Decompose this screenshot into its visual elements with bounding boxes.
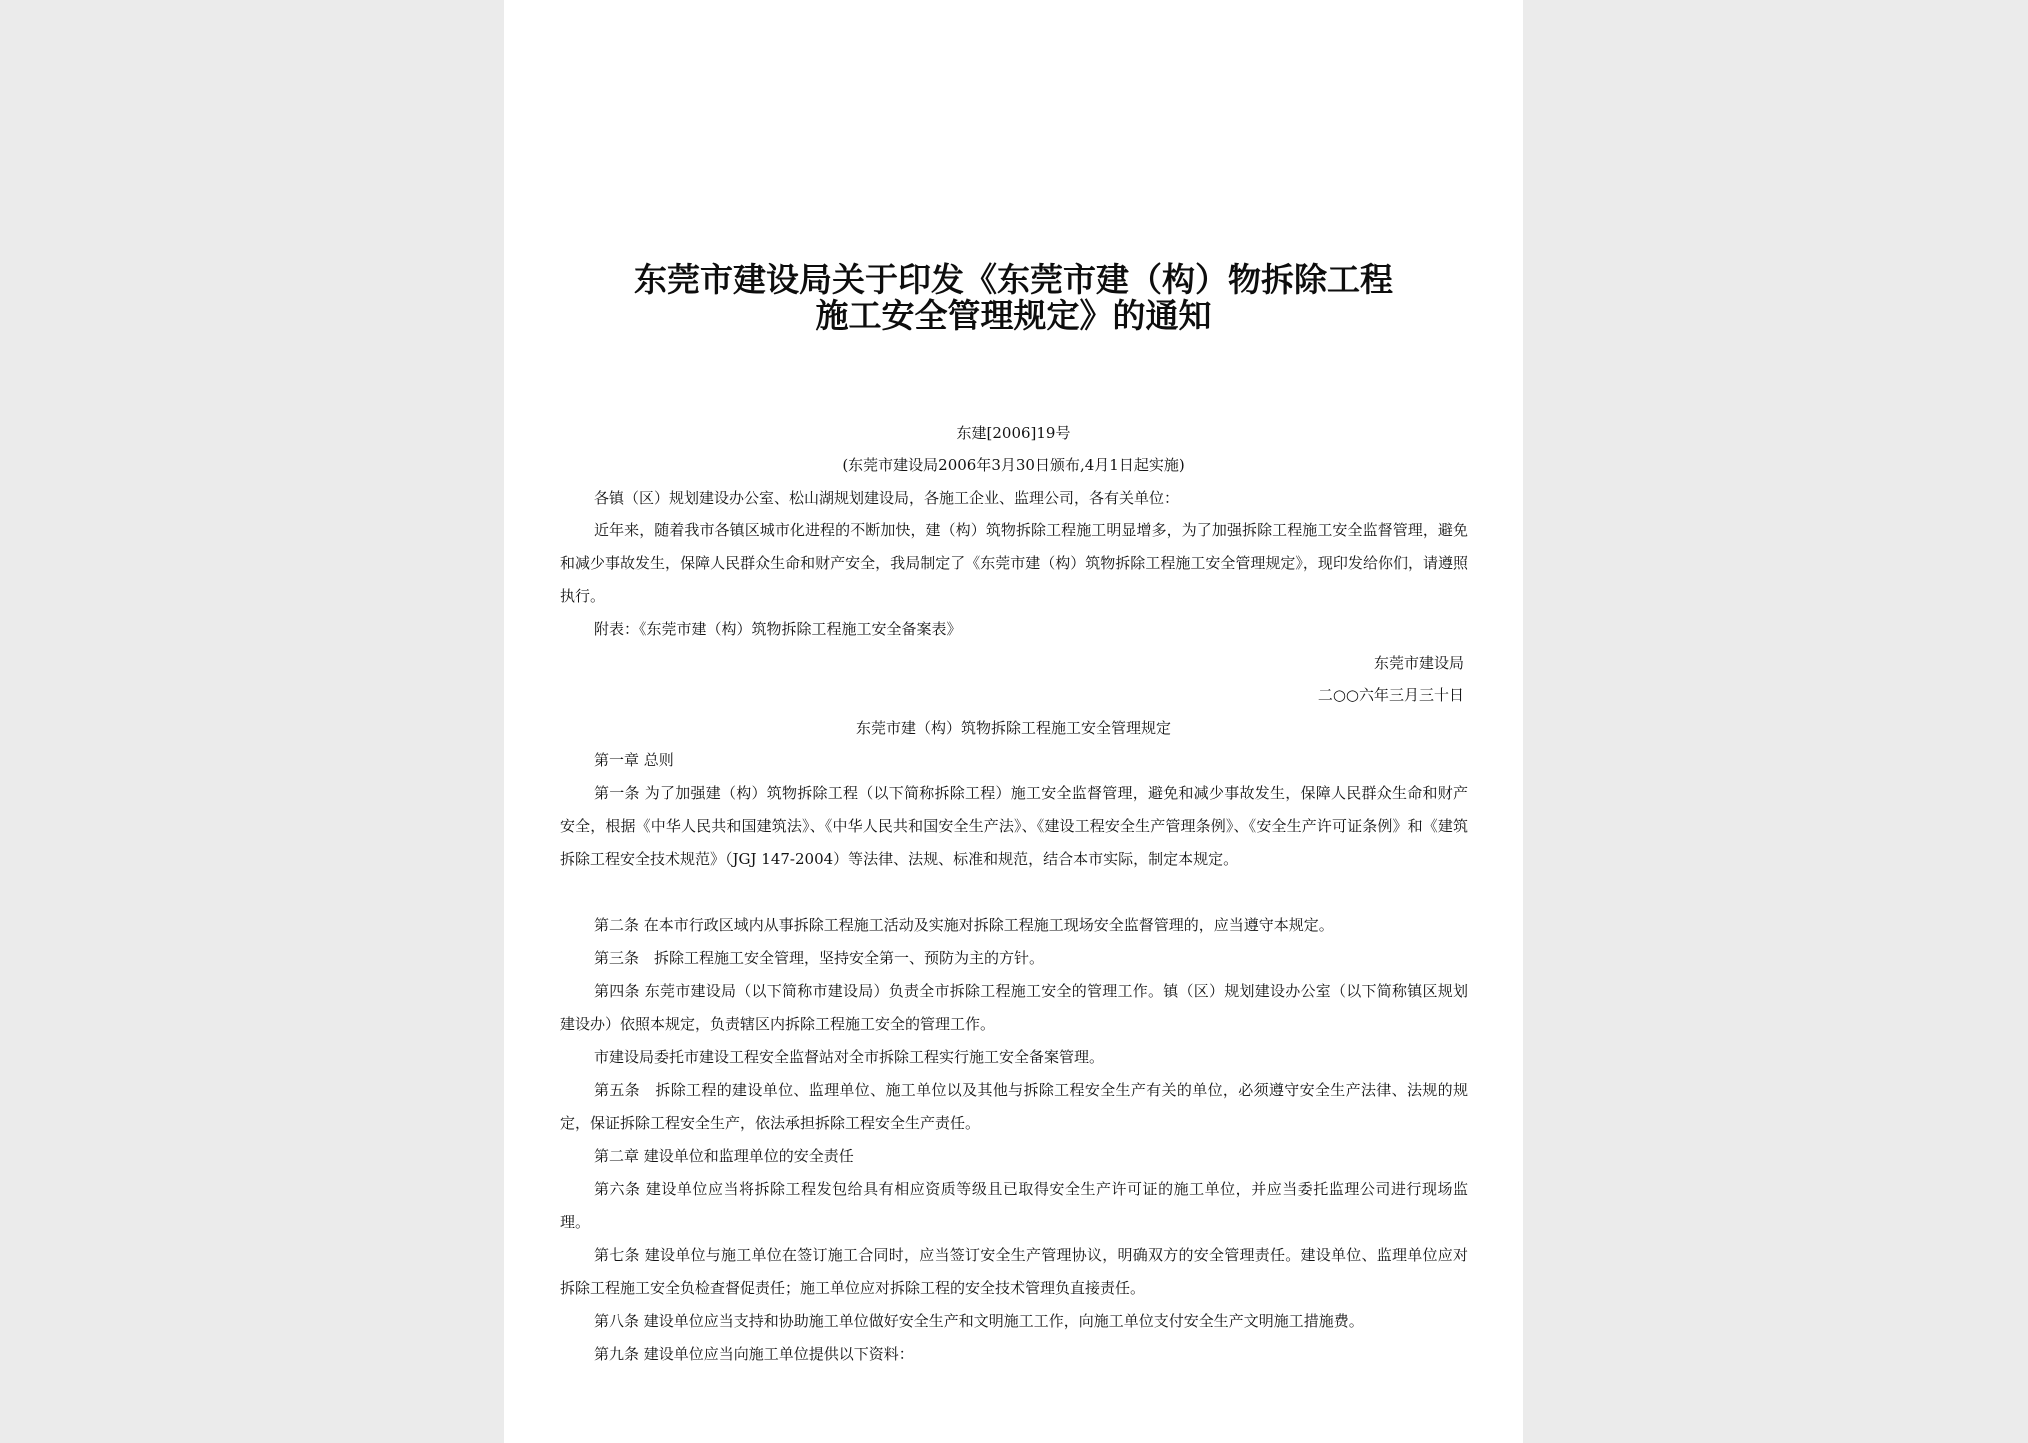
chapter-heading-2: 第二章 建设单位和监理单位的安全责任 <box>594 1147 854 1165</box>
signature: 东莞市建设局 <box>1373 654 1464 672</box>
regulation-title: 东莞市建（构）筑物拆除工程施工安全管理规定 <box>855 719 1171 737</box>
article-7: 第七条 建设单位与施工单位在签订施工合同时，应当签订安全生产管理协议，明确双方的安全管理责任。建设单位、监理单位应对拆除工程施工安全负检查督促责任；施工单位应对拆除工程的安全技术管理负直接责任。 <box>560 1246 1468 1297</box>
document-number: 东建[2006]19号 <box>956 424 1071 442</box>
article-2: 第二条 在本市行政区域内从事拆除工程施工活动及实施对拆除工程施工现场安全监督管理的，应当遵守本规定。 <box>594 916 1334 934</box>
article-4-delegation: 市建设局委托市建设工程安全监督站对全市拆除工程实行施工安全备案管理。 <box>594 1048 1105 1066</box>
title-line-2: 施工安全管理规定》的通知 <box>815 296 1212 335</box>
document-title <box>504 262 1523 334</box>
article-6: 第六条 建设单位应当将拆除工程发包给具有相应资质等级且已取得安全生产许可证的施工单位，并应当委托监理公司进行现场监理。 <box>560 1180 1468 1231</box>
article-5: 第五条 拆除工程的建设单位、监理单位、施工单位以及其他与拆除工程安全生产有关的单位，必须遵守安全生产法律、法规的规定，保证拆除工程安全生产，依法承担拆除工程安全生产责任。 <box>560 1081 1468 1132</box>
issue-note: (东莞市建设局2006年3月30日颁布,4月1日起实施) <box>842 456 1185 474</box>
issue-date: 二○○六年三月三十日 <box>1317 686 1464 704</box>
article-1: 第一条 为了加强建（构）筑物拆除工程（以下简称拆除工程）施工安全监督管理，避免和减少事故发生，保障人民群众生命和财产安全，根据《中华人民共和国建筑法》、《中华人民共和国安全生产法》、《建设工程安全生产管理条例》、《安全生产许可证条例》和《建筑拆除工程安全技术规范》（JGJ 147-2004）等法律、法规、标准和规范，结合本市实际，制定本规定。 <box>560 784 1468 868</box>
attachment-note: 附表：《东莞市建（构）筑物拆除工程施工安全备案表》 <box>594 620 962 638</box>
intro-paragraph: 近年来，随着我市各镇区城市化进程的不断加快，建（构）筑物拆除工程施工明显增多，为了加强拆除工程施工安全监督管理，避免和减少事故发生，保障人民群众生命和财产安全，我局制定了《东莞市建（构）筑物拆除工程施工安全管理规定》，现印发给你们，请遵照执行。 <box>560 521 1468 605</box>
document-page <box>504 0 1523 1443</box>
article-4: 第四条 东莞市建设局（以下简称市建设局）负责全市拆除工程施工安全的管理工作。镇（区）规划建设办公室（以下简称镇区规划建设办）依照本规定，负责辖区内拆除工程施工安全的管理工作。 <box>560 982 1468 1033</box>
chapter-heading-1: 第一章 总则 <box>594 751 674 769</box>
article-3: 第三条 拆除工程施工安全管理，坚持安全第一、预防为主的方针。 <box>594 949 1045 967</box>
addressee: 各镇（区）规划建设办公室、松山湖规划建设局，各施工企业、监理公司，各有关单位： <box>594 489 1180 507</box>
title-line-1: 东莞市建设局关于印发《东莞市建（构）物拆除工程 <box>634 260 1393 299</box>
article-8: 第八条 建设单位应当支持和协助施工单位做好安全生产和文明施工工作，向施工单位支付安全生产文明施工措施费。 <box>594 1312 1364 1330</box>
article-9: 第九条 建设单位应当向施工单位提供以下资料： <box>594 1345 914 1363</box>
